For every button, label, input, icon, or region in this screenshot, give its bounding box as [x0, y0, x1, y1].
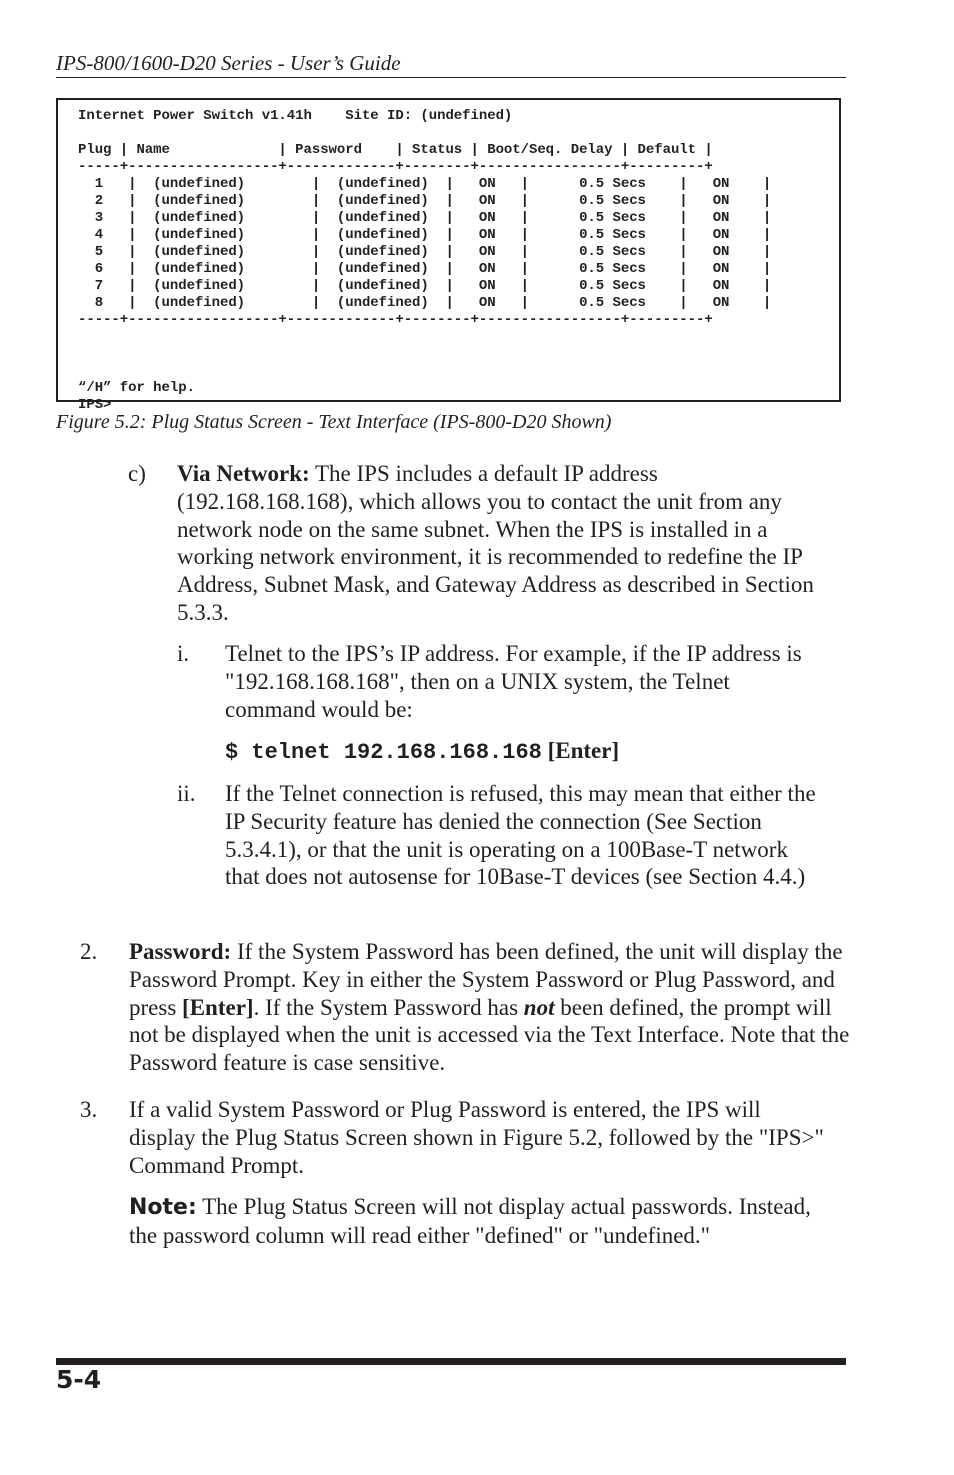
item-c-paragraph: [177, 460, 827, 627]
plug-status-terminal: [56, 98, 841, 413]
terminal-separator: -----+------------------+-------------+--------+-----------------+---------+: [78, 312, 713, 328]
item-i-paragraph: Telnet to the IPS’s IP address. For example, if the IP address is "192.168.168.168", then on a UNIX system, the Telnet command would be:: [225, 641, 802, 722]
item-2-text-b: . If the System Password has: [253, 994, 524, 1020]
item-2-paragraph: [129, 938, 851, 1077]
figure-caption: Figure 5.2: Plug Status Screen - Text Interface (IPS-800-D20 Shown): [56, 411, 612, 433]
terminal-table-header: Plug | Name | Password | Status | Boot/Seq. Delay | Default |: [78, 142, 713, 158]
terminal-row: 1 | (undefined) | (undefined) | ON | 0.5 Secs | ON |: [78, 176, 772, 192]
item-c-marker: c): [128, 461, 146, 486]
note-text: The Plug Status Screen will not display actual passwords. Instead, the password column will read either "defined" or "undefined.": [129, 1194, 811, 1248]
item-c-text: The IPS includes a default IP address (192.168.168.168), which allows you to contact the unit from any network node on the same subnet. When the IPS is installed in a working network environment, it is recommended to redefine the IP Address, Subnet Mask, and Gateway Address as described in Section 5.3.3.: [177, 461, 814, 625]
terminal-row: 4 | (undefined) | (undefined) | ON | 0.5 Secs | ON |: [78, 227, 772, 243]
item-2-text-c: been defined, the prompt will not be displayed when the unit is accessed via the Text Interface. Note that the Password feature is case sensitive.: [129, 994, 850, 1076]
item-3-marker: 3.: [80, 1097, 98, 1122]
terminal-row: 6 | (undefined) | (undefined) | ON | 0.5 Secs | ON |: [78, 261, 772, 277]
terminal-separator: -----+------------------+-------------+--------+-----------------+---------+: [78, 159, 713, 175]
item-2-key: [Enter]: [182, 994, 254, 1020]
telnet-command-key: [Enter]: [541, 738, 620, 763]
item-2-marker: 2.: [80, 939, 98, 964]
terminal-help-line: “/H” for help.: [78, 380, 195, 396]
item-2-emphasis: not: [523, 994, 555, 1020]
item-i-marker: i.: [177, 641, 190, 666]
note-paragraph: [129, 1193, 829, 1250]
terminal-text: [78, 108, 771, 414]
running-header: IPS-800/1600-D20 Series - User’s Guide: [56, 50, 846, 78]
telnet-command: [225, 737, 619, 767]
terminal-row: 3 | (undefined) | (undefined) | ON | 0.5 Secs | ON |: [78, 210, 772, 226]
footer-rule: [56, 1358, 846, 1365]
terminal-row: 5 | (undefined) | (undefined) | ON | 0.5 Secs | ON |: [78, 244, 772, 260]
terminal-prompt: IPS>: [78, 397, 112, 413]
item-c-label: Via Network:: [177, 461, 310, 486]
item-2-label: Password:: [129, 939, 232, 964]
note-label: Note:: [129, 1195, 197, 1220]
terminal-row: 2 | (undefined) | (undefined) | ON | 0.5 Secs | ON |: [78, 193, 772, 209]
page-number: 5-4: [56, 1365, 102, 1394]
terminal-row: 7 | (undefined) | (undefined) | ON | 0.5 Secs | ON |: [78, 278, 772, 294]
terminal-row: 8 | (undefined) | (undefined) | ON | 0.5 Secs | ON |: [78, 295, 772, 311]
terminal-banner: Internet Power Switch v1.41h Site ID: (undefined): [78, 108, 513, 124]
item-ii-paragraph: If the Telnet connection is refused, this may mean that either the IP Security feature has denied the connection (See Section 5.3.4.1), or that the unit is operating on a 100Base-T network that does not autosense for 10Base-T devices (see Section 4.4.): [225, 781, 816, 890]
item-ii-marker: ii.: [177, 781, 196, 806]
item-2-text-a: If the System Password has been defined, the unit will display the Password Prompt. Key in either the System Password or Plug Password, and press: [129, 939, 843, 1020]
telnet-command-text: $ telnet 192.168.168.168: [225, 740, 542, 765]
item-3-paragraph: If a valid System Password or Plug Password is entered, the IPS will display the Plug Status Screen shown in Figure 5.2, followed by the "IPS>" Command Prompt.: [129, 1097, 824, 1178]
